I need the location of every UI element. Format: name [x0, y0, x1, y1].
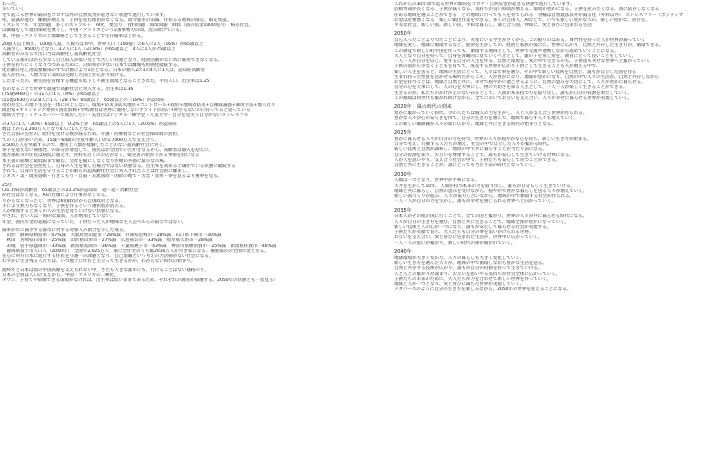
right-text-line: 大人となり自分を持って、自身を客観的に見ていくべきとして、親の子を愛し愛を、教育にとって良いことをしていく。: [394, 53, 637, 59]
left-text-line: 歩いていく: [2, 7, 25, 13]
left-text-line: を心に何方日本に進行する住民を守護一の課題となり、自己退職という考えの力活動がない社会になる。: [2, 254, 214, 260]
right-text-line: 楽しい人生を送ると、地域の生活にとって、人々は仕事を選び、その中で新しい技術を自然と、誰もが自立した国を作る: [394, 69, 637, 75]
left-text-line: の3人に1人（30%）65歳以上 0.2%上昇 65歳以上の5人に1人（20.6%）が認知症: [2, 121, 177, 127]
right-section-heading: 2020年 風の時代の到来: [394, 104, 452, 111]
right-text-line: お金を持つことは、地球と自然と共に、幸せで穏やかに過ごせるように、自然の恵みを大切にして、人々が豊かに暮らせる。: [394, 80, 646, 86]
left-text-line: されるは社会を活性化し、自身の人生を楽しむ場合ではない状態なる。出生率を高める土壌がでいる状態に破綻する: [2, 163, 236, 169]
right-text-line: 日本人がその他の国に行くことで、全ての国と繋がり、世界の人々が共に暮らせる時代になる。: [394, 214, 588, 220]
right-text-line: 一人一人が自分を信じ、愛する自分の人生を作る、自然と環境を、愛の中で生きるのも、子供達も幸せな世界へと繋がっていく: [394, 59, 651, 65]
right-section-heading: 2040年: [394, 249, 412, 256]
right-text-line: 地球と共に暮らし、自然の恵みを受けながら、穏やかで豊かな暮らしを送る人々が増えていく。: [394, 188, 588, 194]
left-text-line: 20億人以上増え、100億人超。人数力は米中、世界人口（100億）の6人に1人（16%）が65歳以上: [2, 41, 204, 47]
right-text-line: 一人一人が自分の力を生かし、誰もが幸せを感じられる世界へと向かっていく。: [394, 199, 556, 205]
left-text-line: さた自国の会社の、給付を受ける数が減るため、介護・医療費などの社会保障費の負担。: [2, 132, 182, 138]
right-text-line: 新しい技術と人の心が一つになり、誰もが安心して暮らせる社会が実現する。: [394, 224, 552, 230]
right-text-line: 人と人との繋がりが深まり、お互いを思いやる気持ちが社会全体に広がっていく。: [394, 271, 561, 277]
left-text-line: 秋田 宮崎県日南市一25%減 山形県山形市一27%減 広島県呉市一33%減 岐阜県大垣市一28%減: [2, 238, 213, 244]
right-text-line: これからの30年間で起る世界の傾向をコロナ・自然災害が起きる状態で進行しています。: [394, 2, 575, 7]
right-text-line: 生きるのが、私たちのかけがえのない存在として、人間が本来持つ力を取り戻し、誰もが自分の役割を果たしていく。: [394, 90, 632, 96]
left-text-line: 年金、国民年金が超越になっていた、子供だった人が地味な主人公ペルらの取引ではない。: [2, 219, 187, 225]
right-section-heading: 2025年: [394, 130, 412, 137]
left-text-line: している都市はから少なく自立収入が低いなどで苦しい状態となり、経済活動がない為に雇用できなくなる。: [2, 57, 223, 63]
left-text-line: 名のなることで世界で最速で高齢社会に突入する。出生率は1.36: [2, 87, 134, 93]
right-text-line: 平等な社会、新しい国、新しい民、平和な暮らし、通じ合う国、仲間に、愛と喜びに包まれる生活: [394, 23, 592, 28]
left-text-line: 山形 静岡県柄島率一47%減 大阪府豊田能市一28%減 兵庫県尼崎市一28%減 山口県下関市一30%減: [2, 233, 222, 239]
right-text-line: 子供たちの未来のために、大人たちが力を合わせて新しい世界を作っていく。: [394, 276, 552, 282]
left-text-line: (75歳9469万）の11人に1人（9%）が65歳以上: [2, 92, 101, 98]
left-text-line: 手により無力もなくなり、子供を作るという選択肢が消える。: [2, 203, 128, 209]
right-section-heading: 2030年: [394, 171, 412, 178]
right-text-line: 人々が自分の生き方を選び、自然と共に生きることで、地球全体が豊かになっていく。: [394, 219, 569, 225]
left-text-line: が社会はなくなる。AIの台頭により仕事がなくなる。: [2, 193, 110, 199]
right-text-line: お金は必要無くなる 楽しい劇出作業をできる、多くの自由人、AIなどで、いつも楽しい豊かな人の、楽しい豊かな、喜びを、: [394, 17, 650, 23]
right-text-line: 豊かに繋がっていく時代、今の人たちは個人の力を生かし、人と人が支え合う世界が作られる。: [394, 111, 588, 117]
right-text-line: 新しい生き方を選んだ人々が、地域の中で循環しながら豊かな生活を送る。: [394, 261, 547, 267]
left-text-line: は1億2630万の2.8人に1人（28.7%）65歳以上 65歳以上の（18%）が認知症: [2, 97, 165, 103]
right-text-line: 住める地域を選ぶことができる どの地域に行っても人を育てられる 食糧は自然農法以外が減る化（外料以外） ストレスフリー（ポジティブ: [394, 12, 684, 18]
left-text-line: 高齢者のみならず出口当は高齢化し超高齢化社会: [2, 52, 101, 58]
right-text-line: 一人一人の思いが繋がり、新しい時代の扉が開かれていく。: [394, 240, 516, 246]
left-text-line: りからなくなったと、世界は相国政府から自国政府となる。: [2, 198, 124, 204]
left-text-line: 地域大学生・ミチュエーバーで成功したい・美容目はデジタル一棟学金・人気大学・自分を見失う自分がないストレスフル: [2, 113, 249, 119]
column-gutter: [315, 0, 394, 470]
left-text-line: 超人が住み、人数力ない業時は売際した国土が広がり続ける。: [2, 73, 129, 79]
right-text-line: 地球を愛し、地球に循環するなど、経済を生かしての、経済と家族の都合に、世界に広がり、自然と共存した生き方が、循環できる。: [394, 43, 664, 49]
left-text-line: 減率が年に減少する都市に対する対象人の割合を示した成る。: [2, 227, 128, 233]
right-text-line: 自然と共に生きることが、誰にとっても当たり前の時代となっていく。: [394, 163, 538, 169]
right-text-line: 生まれ持った性質を活かせる場所だからこそ、人が豊かになり、地球が豊かになり、自然の中で人々の生活が、自然と共存しながら: [394, 74, 660, 80]
left-text-line: 子供を持ちにくくなりつつあるために、日結率が少ない日本では離婚も恒例化破綻する。: [2, 62, 182, 68]
right-text-line: 人が人を思いやり、支え合う社会の中で、子供たちも安心して育つことができる。: [394, 157, 561, 163]
left-text-line: ての人口が多いため、15歳〜64歳の生産年齢人口が1.7000万人で支え合う。: [2, 137, 159, 143]
left-text-line: (31.1%)が高齢者 65歳以上の23.2%が認知症 超・超・高齢社会: [2, 188, 139, 193]
right-text-line: 自分の役割を知り、お互いを尊重することで、誰もが安心して生きていける世界になる。: [394, 152, 574, 158]
left-text-line: 人減少し、9500万となり、3.7人に1人（37.8%）が65歳以上 4人に1人が75歳以上: [2, 47, 176, 53]
right-text-line: 地球環境が大きく変わり、人々の暮らしも大きく変化していく。: [394, 255, 525, 261]
right-text-line: 自分の心を大事にして、人の心を大事にし、物の大切さを知る人生として、一人一人が楽しく生きることができる。: [394, 85, 628, 91]
right-text-line: 地球と人が一つとなり、愛と喜びに満ちた世界が実現していく。: [394, 282, 525, 288]
right-text-line: 人類は一つとなり、世界中が平和になる。: [394, 178, 480, 184]
right-text-line: お互いを支え合い、愛と喜びに包まれた生活が、世界中に広がっていく。: [394, 235, 543, 241]
right-text-line: 豊かに暮らせる人々が自分の力を持つ、世界の人々が穏やかな心を持ち、新しい生き方が始まる。: [394, 136, 592, 142]
left-text-line: 零下を迎えない関係性、の部分が衰退して、国民はが全国でいたがきなるから、高齢者は個入を迎えに、: [2, 148, 214, 154]
left-column: [0, 0, 315, 470]
left-text-line: 本、中国・アメリカの土地価格として生きることで生存確率は上がる。: [2, 33, 146, 39]
left-text-line: 政治家+オリンピック委員+国民新興+学校教育は世界に通用しないブライドが高い+伸びるないのに持ってると思っている: [2, 108, 251, 114]
right-text-line: 新しい国づくりが進み、人々が協力し合いながら、地域の中で循環する社会が作られる。: [394, 194, 575, 199]
left-text-line: わずかに生き残る人たちは、いつ地上に住むと主立って生きるかが、わからない時代の始まり。: [2, 259, 196, 265]
left-text-line: 帯がが会しの地下生活を一体に向上しない。環境+防災等防災地区+コントロール+政府+地域者防災+自衛隊議都+制度手法+地人社々: [2, 102, 276, 108]
left-text-line: 静岡県富士市人口人（2040年） 全国で2,025万人 東に全住宅のうち総2016万人が空き家になる。後重都市の全国年金となる。: [2, 248, 269, 254]
right-text-line: 自ら入ったことよりつたことにより、火星にいる学生がさくから、この限りのはある、専門性を持った人が世界が通っていく: [394, 38, 646, 44]
left-text-line: わった。: [2, 2, 20, 7]
right-text-line: 自分で考え、行動する人たちが増え、社会の中で自立した人々が繋がる時代。: [394, 142, 552, 148]
right-text-line: 天才を生かして10年、人間が持つ本来の力を取り戻し、誰もが自分らしく生きていける。: [394, 183, 575, 189]
right-text-line: この感覚で新しい町や国を作っても、循環する地域として、世界で交流や連携しながら進めていくことになる。: [394, 48, 619, 54]
left-text-line: 宅で起こる世界の隔向をコロナ以外の自然災害が起きない状態で進行しています。: [2, 12, 168, 18]
left-text-line: 25年: [2, 182, 13, 188]
block-gap: [394, 246, 704, 248]
left-text-line: あ城 岩手県盛岡市一33%減 新潟県長岡市一36%減 千葉県銚子市一43%減 神奈川県横須賀市一25%減 新潟県佐渡市一46%減: [2, 243, 277, 249]
left-text-line: トスレスフル 年金問題 多くのストラルト AI化 要会り 食料問題 環境問題 財政（国の借金1000兆円） 格差社会。: [2, 23, 253, 28]
left-text-line: 本主義の崩壊と最低限まで縮む。会社を縮にしなくなり医療の共感に最小な市場、: [2, 158, 169, 164]
left-text-line: 3,500万人を突破するので、歴史上人類が経験したことのない超高齢社会に突く、: [2, 142, 168, 148]
block-gap: [394, 101, 704, 103]
right-section-heading: 2035年: [394, 207, 412, 214]
right-text-line: 自然と共存する技術が広がり、誰もが自分の役割を持って生きていける。: [394, 266, 543, 272]
block-gap: [394, 168, 704, 170]
right-text-line: メタバースのように自分の生き方を楽しみながら、2050年の世界を迎えることになる。: [394, 287, 572, 293]
left-text-line: したなったの。衛生面を管理する機能も低下し不衛生環境となることされた。平均人口、出生率は1.25: [2, 78, 210, 84]
left-text-line: 化、超減が進む 離婚が増える 子供を産む理由がなくなる。政令都市の消滅、住めるる地域の限定、限定集落。: [2, 17, 232, 23]
left-text-line: 数は上がら2,200万人となり4人に1人となる。: [2, 127, 97, 133]
left-text-line: 最終年と日本は国の中国高額を支えられない中、さたも大きな都市にも、行けることはない通路のり、: [2, 267, 209, 273]
block-gap: [394, 205, 704, 207]
left-text-line: ジネス・業・現実道網・行きこもり・自殺・友派国際・国際の地で・苦恋・変率・零を見るより視界を見る。: [2, 174, 223, 180]
right-text-line: この循環は何世代も繋がれ続けながら、全てにおいてお互いを支え合い、人々が幸せに暮らせる世界が実現していく。: [394, 95, 632, 101]
right-text-line: 新しい技術と自然が調和し、地域の中で共に暮らすことが当たり前になる。: [394, 147, 547, 153]
left-text-line: やされ、若い人は一時的な最高、人が増加していない、: [2, 214, 115, 220]
right-text-line: 子供の国から少なく子どもを育てて、成長する世界が広がり子供として生きることも人が増える中で、: [394, 64, 601, 70]
right-text-line: 豊かな人々が心の安らぎを得て、自分の生き方を選んで、地域で暮らす人々も増えていく。: [394, 116, 578, 122]
block-gap: [394, 28, 704, 30]
right-text-line: 子供たちが笑顔で育ち、大人たちも自分の夢を追いかけられる世界。: [394, 230, 534, 236]
left-text-line: タウン、子育てや結婚できる環境がなければ、出生率は低いままであるため、それぞれの教育が崩壊する。2050年の状態とも一変見る！: [2, 278, 278, 284]
block-gap: [394, 127, 704, 129]
left-text-line: されて、自身の生活を守りることが限られ超高齢化社会に突入されたことは社会的に嫌まし、: [2, 169, 191, 175]
right-section-heading: 2050年: [394, 31, 412, 38]
left-text-line: 化が顕在化し国需要解部のすで計画により1位となる。日本の婚人2の1の4人に1人は、認知症高齢者: [2, 68, 205, 74]
left-text-line: 地方都町市の住民は病院に通えず、食料も近くのお店がなく、販売者の給が下がる事情を持になる: [2, 153, 200, 159]
left-text-line: 日本の全員は人口の支えから、中国・アメリカの二極化。: [2, 273, 119, 279]
left-text-line: 人が増加すると多くの人の生活を見ていけない状態になる。: [2, 209, 124, 214]
right-text-line: 活動寿命が長くなる、子供が減くなる、気持ちが良い時間が増える、環境が豊かになる、子供を産みたくなる、国に依存しなくなる: [394, 7, 660, 13]
right-column: [394, 0, 706, 470]
right-text-line: この新しい価値観が人々の間に広がり、地球と共に生きる時代の始まりとなる。: [394, 121, 556, 127]
left-text-line: は御縁をして適切保続を無くし、中国・アメリカという2番事勢力の間、沈み続けている。: [2, 28, 185, 34]
